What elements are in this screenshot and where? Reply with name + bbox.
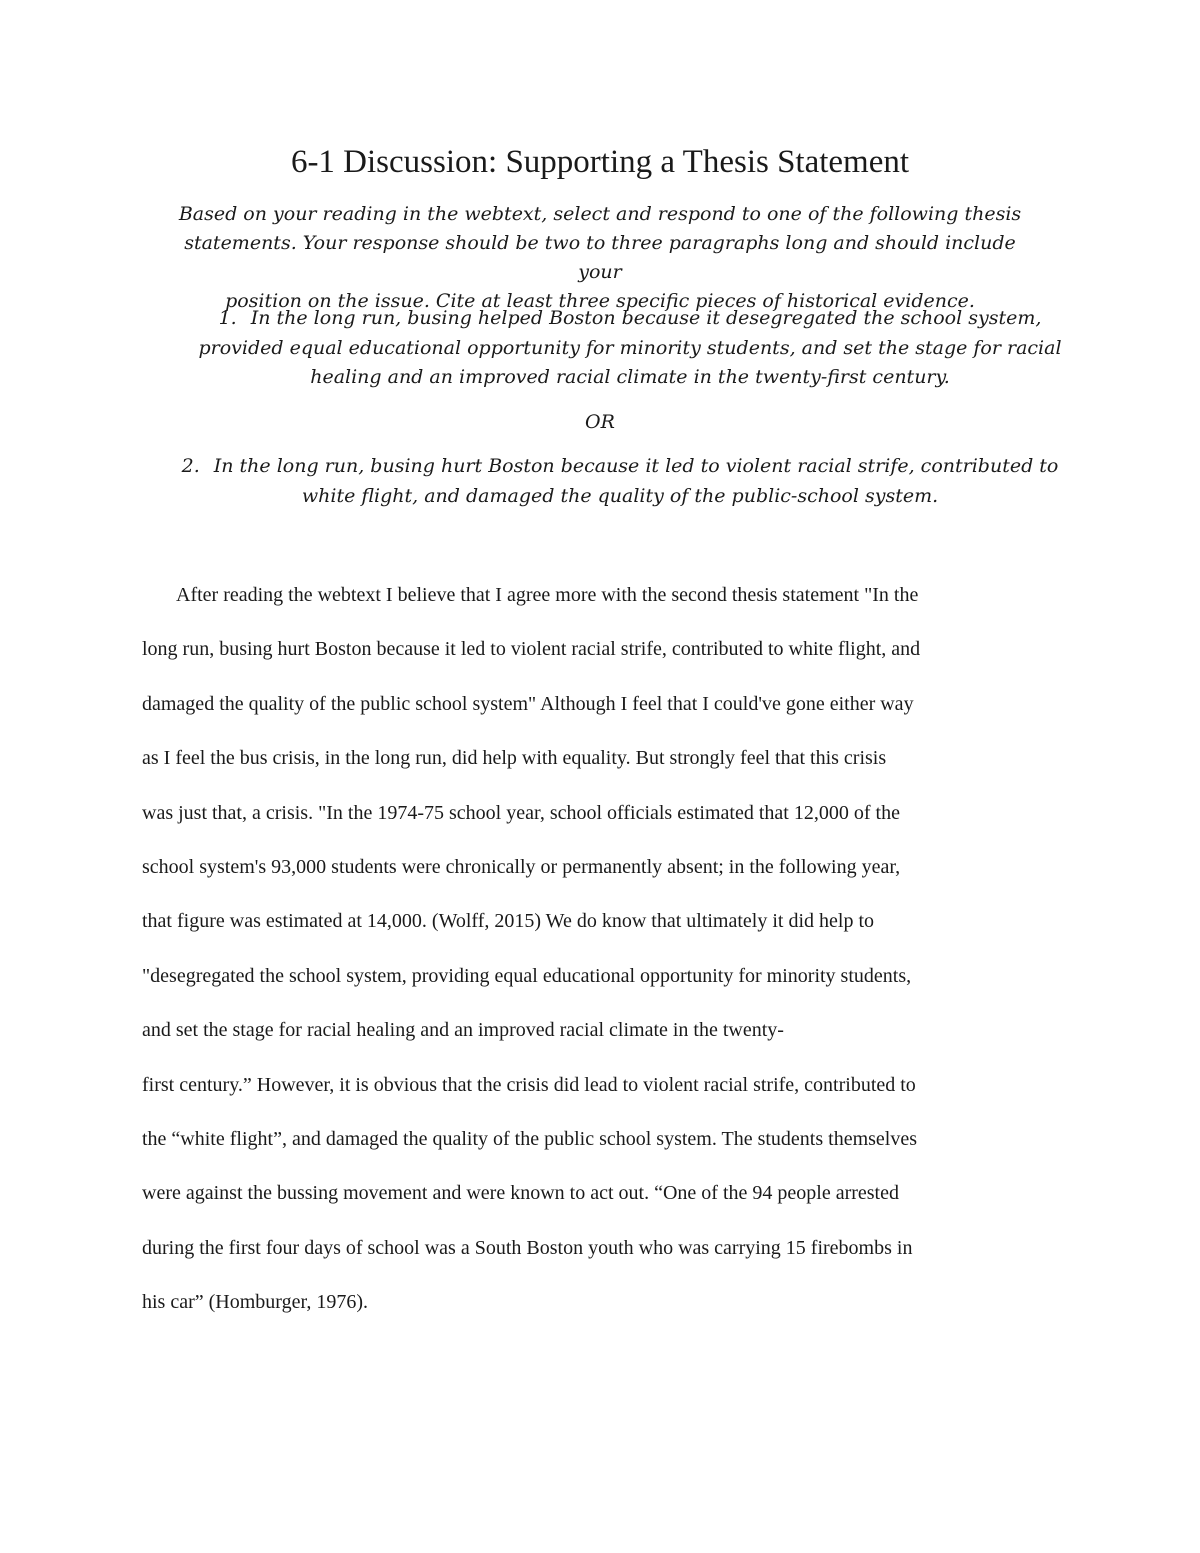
thesis-statement-1 [190,304,1070,393]
response-line: the “white flight”, and damaged the quality of the public school system. The students themselves [142,1128,918,1151]
response-line: long run, busing hurt Boston because it led to violent racial strife, contributed to white flight, and [142,638,921,661]
response-line: that figure was estimated at 14,000. (Wolff, 2015) We do know that ultimately it did help to [142,910,875,933]
response-line: was just that, a crisis. "In the 1974-75 school year, school officials estimated that 12,000 of the [142,801,900,824]
thesis-line: provided equal educational opportunity for minority students, and set the stage for racial [198,336,1062,359]
response-line: as I feel the bus crisis, in the long run, did help with equality. But strongly feel that this crisis [142,747,887,770]
thesis-text: In the long run, busing hurt Boston because it led to violent racial strife, contributed to [213,455,1059,477]
prompt-line: statements. Your response should be two to three paragraphs long and should include your [184,232,1016,283]
or-separator: OR [585,411,615,433]
response-line: damaged the quality of the public school system" Although I feel that I could've gone either way [142,692,914,715]
thesis-number: 1. [218,307,237,329]
response-line: and set the stage for racial healing and an improved racial climate in the twenty- [142,1019,784,1042]
prompt-line: Based on your reading in the webtext, select and respond to one of the following thesis [178,203,1022,225]
response-line: his car” (Homburger, 1976). [142,1291,368,1314]
thesis-text: In the long run, busing helped Boston because it desegregated the school system, [250,307,1042,329]
thesis-line: healing and an improved racial climate in the twenty-first century. [310,366,950,388]
thesis-line: white flight, and damaged the quality of the public-school system. [301,484,939,507]
response-paragraph [142,568,1062,1330]
thesis-statement-2 [180,452,1060,511]
document-title: 6-1 Discussion: Supporting a Thesis Statement [290,144,910,180]
thesis-line [180,452,1060,482]
response-line: were against the bussing movement and were known to act out. “One of the 94 people arrested [142,1182,899,1205]
prompt-line: position on the issue. Cite at least three specific pieces of historical evidence. [225,290,975,312]
response-line: school system's 93,000 students were chronically or permanently absent; in the following year, [142,856,901,879]
thesis-number: 2. [181,455,200,477]
response-line: "desegregated the school system, providing equal educational opportunity for minority students, [142,964,912,987]
response-line: first century.” However, it is obvious that the crisis did lead to violent racial strife, contributed to [142,1073,916,1096]
assignment-prompt [160,200,1040,316]
response-line: during the first four days of school was a South Boston youth who was carrying 15 firebombs in [142,1236,913,1259]
thesis-line [190,304,1070,334]
response-line: After reading the webtext I believe that I agree more with the second thesis statement "In the [176,584,919,606]
